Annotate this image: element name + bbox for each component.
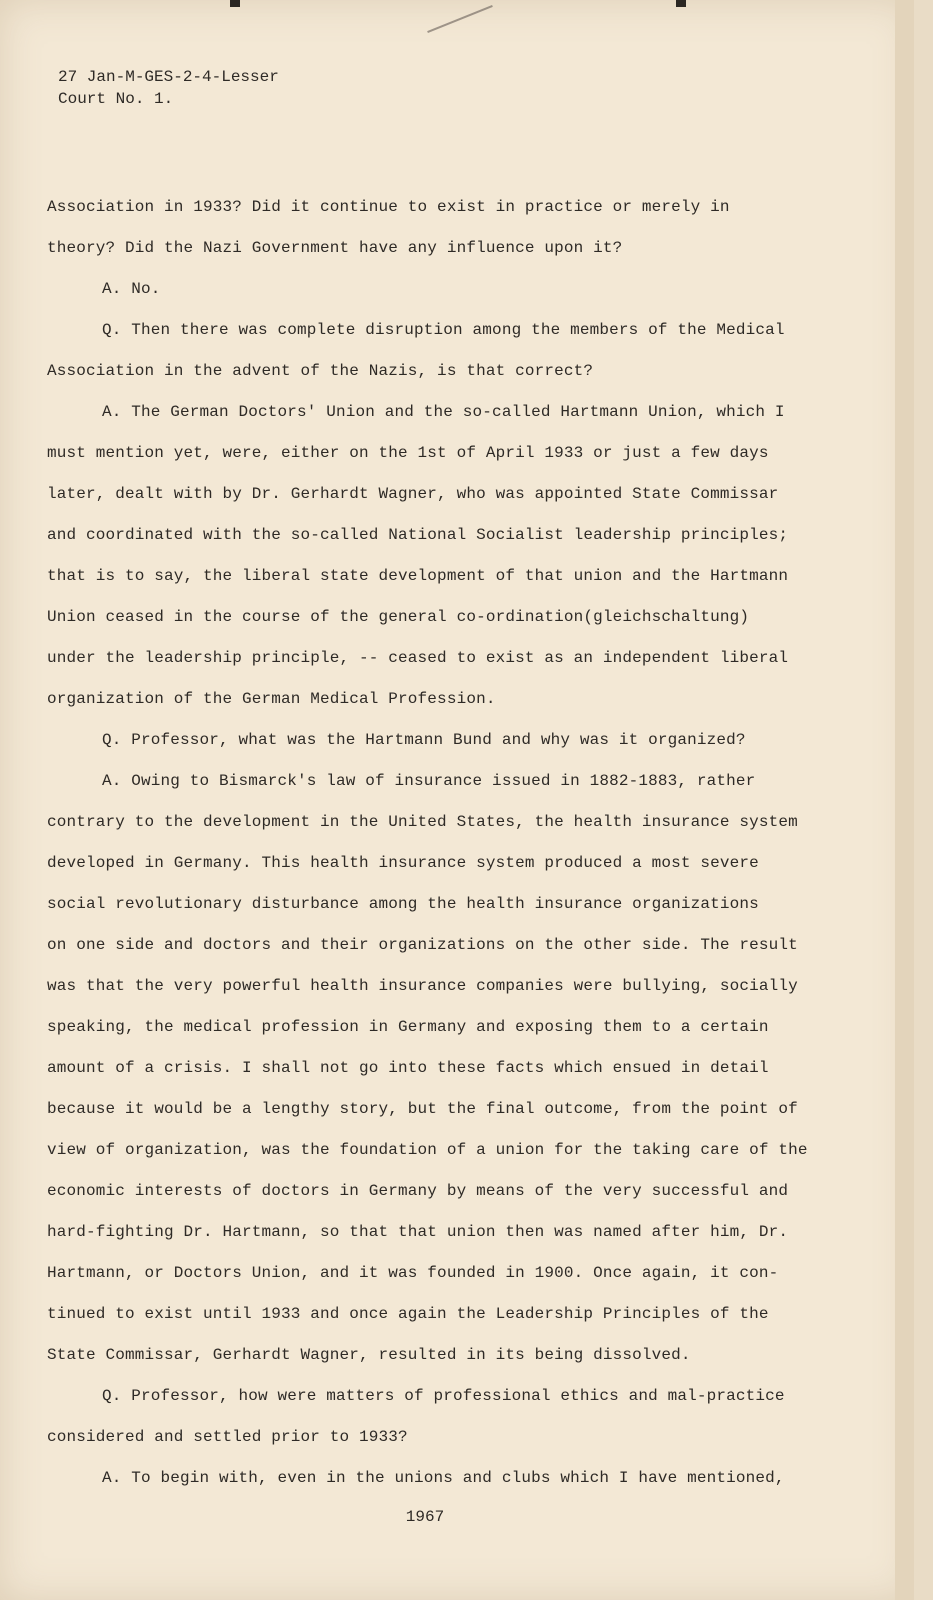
text-line: theory? Did the Nazi Government have any influence upon it? xyxy=(47,239,623,257)
text-line: organization of the German Medical Profession. xyxy=(47,690,496,708)
header-line-2: Court No. 1. xyxy=(58,90,174,108)
header-line-1: 27 Jan-M-GES-2-4-Lesser xyxy=(58,68,279,86)
text-line: because it would be a lengthy story, but the final outcome, from the point of xyxy=(47,1100,798,1118)
text-line: State Commissar, Gerhardt Wagner, resulted in its being dissolved. xyxy=(47,1346,691,1364)
text-line: tinued to exist until 1933 and once again the Leadership Principles of the xyxy=(47,1305,769,1323)
text-line: under the leadership principle, -- ceased to exist as an independent liberal xyxy=(47,649,789,667)
binding-mark xyxy=(230,0,240,7)
text-line: Hartmann, or Doctors Union, and it was founded in 1900. Once again, it con- xyxy=(47,1264,779,1282)
answer-line: A. Owing to Bismarck's law of insurance issued in 1882-1883, rather xyxy=(102,772,756,790)
text-line: later, dealt with by Dr. Gerhardt Wagner, who was appointed State Commissar xyxy=(47,485,779,503)
text-line: Union ceased in the course of the general co-ordination(gleichschaltung) xyxy=(47,608,750,626)
text-line: was that the very powerful health insurance companies were bullying, socially xyxy=(47,977,798,995)
text-line: amount of a crisis. I shall not go into these facts which ensued in detail xyxy=(47,1059,769,1077)
text-line: social revolutionary disturbance among the health insurance organizations xyxy=(47,895,759,913)
text-line: speaking, the medical profession in Germany and exposing them to a certain xyxy=(47,1018,769,1036)
text-line: must mention yet, were, either on the 1st of April 1933 or just a few days xyxy=(47,444,769,462)
text-line: and coordinated with the so-called National Socialist leadership principles; xyxy=(47,526,789,544)
answer-line: A. The German Doctors' Union and the so-called Hartmann Union, which I xyxy=(102,403,785,421)
question-line: Q. Professor, how were matters of professional ethics and mal-practice xyxy=(102,1387,785,1405)
question-line: Q. Then there was complete disruption among the members of the Medical xyxy=(102,321,785,339)
page-edge xyxy=(895,0,914,1600)
document-header xyxy=(58,66,279,110)
pencil-mark xyxy=(427,5,493,33)
page-number: 1967 xyxy=(405,1508,445,1526)
text-line: that is to say, the liberal state development of that union and the Hartmann xyxy=(47,567,789,585)
text-line: contrary to the development in the United States, the health insurance system xyxy=(47,813,798,831)
text-line: Association in the advent of the Nazis, is that correct? xyxy=(47,362,594,380)
text-line: on one side and doctors and their organizations on the other side. The result xyxy=(47,936,798,954)
answer-line: A. No. xyxy=(102,280,161,298)
question-line: Q. Professor, what was the Hartmann Bund and why was it organized? xyxy=(102,731,746,749)
text-line: view of organization, was the foundation of a union for the taking care of the xyxy=(47,1141,808,1159)
transcript-body xyxy=(47,193,847,1505)
text-line: considered and settled prior to 1933? xyxy=(47,1428,408,1446)
text-line: economic interests of doctors in Germany by means of the very successful and xyxy=(47,1182,789,1200)
answer-line: A. To begin with, even in the unions and clubs which I have mentioned, xyxy=(102,1469,785,1487)
text-line: hard-fighting Dr. Hartmann, so that that union then was named after him, Dr. xyxy=(47,1223,789,1241)
text-line: developed in Germany. This health insurance system produced a most severe xyxy=(47,854,759,872)
binding-mark xyxy=(676,0,686,7)
text-line: Association in 1933? Did it continue to exist in practice or merely in xyxy=(47,198,730,216)
